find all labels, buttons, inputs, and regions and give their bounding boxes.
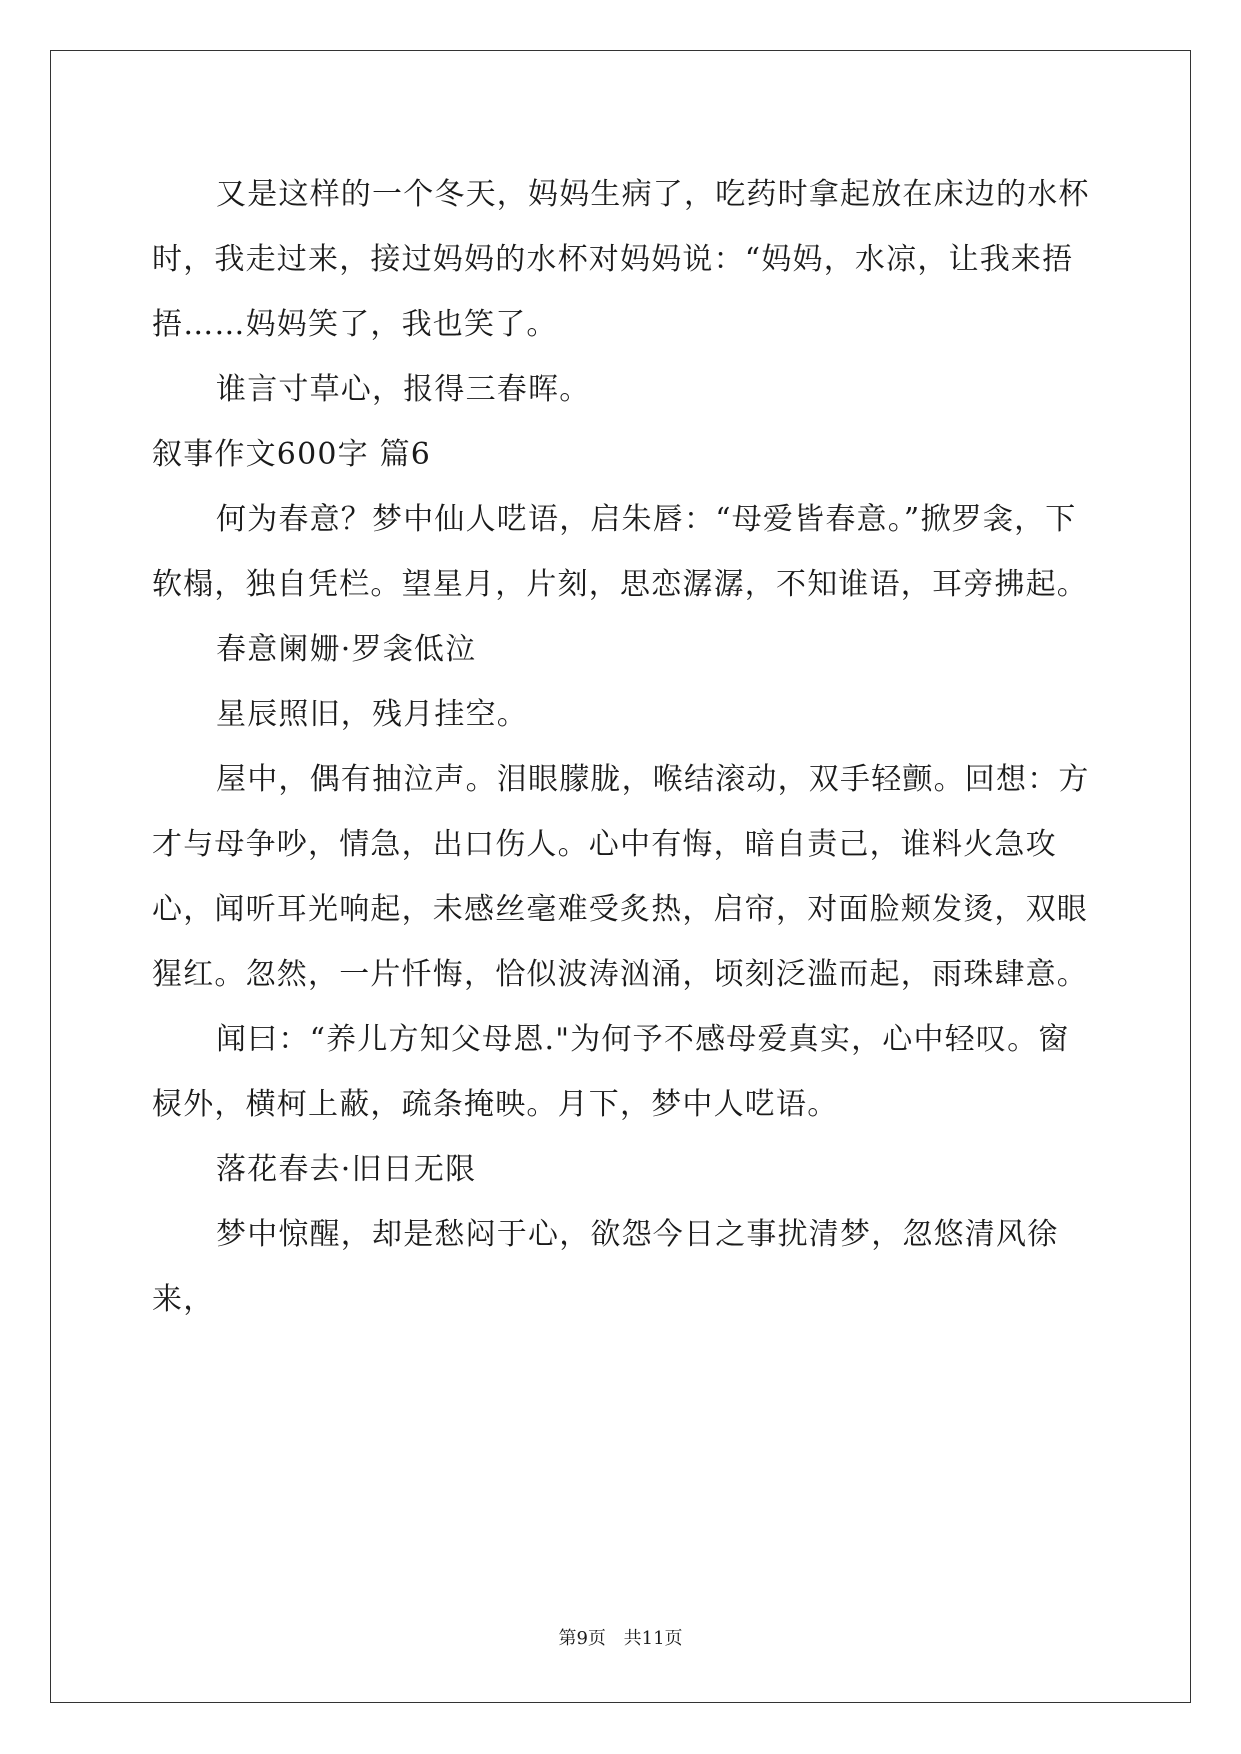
paragraph: 梦中惊醒，却是愁闷于心，欲怨今日之事扰清梦，忽悠清风徐来， [152,1217,1059,1317]
subheading: 落花春去·旧日无限 [216,1152,477,1187]
page-footer [0,1624,1241,1650]
document-body [152,162,1092,1332]
paragraph: 闻曰：“养儿方知父母恩."为何予不感母爱真实，心中轻叹。窗棂外，横柯上蔽，疏条掩映。月下，梦中人呓语。 [152,1022,1070,1122]
subheading: 春意阑姗·罗衾低泣 [216,632,477,667]
paragraph: 屋中，偶有抽泣声。泪眼朦胧，喉结滚动，双手轻颤。回想：方才与母争吵，情急，出口伤人。心中有悔，暗自责己，谁料火急攻心，闻听耳光响起，未感丝毫难受炙热，启帘，对面脸颊发烫，双眼猩红。忽然，一片忏悔，恰似波涛汹涌，顷刻泛滥而起，雨珠肆意。 [152,762,1090,992]
page-number: 第9页 [558,1628,606,1649]
page-total: 共11页 [623,1628,683,1649]
paragraph: 星辰照旧，残月挂空。 [216,697,528,732]
section-heading: 叙事作文600字 篇6 [152,437,432,472]
paragraph: 谁言寸草心，报得三春晖。 [216,372,591,407]
paragraph: 又是这样的一个冬天，妈妈生病了，吃药时拿起放在床边的水杯时，我走过来，接过妈妈的水杯对妈妈说：“妈妈，水凉，让我来捂捂……妈妈笑了，我也笑了。 [152,177,1090,342]
paragraph: 何为春意？梦中仙人呓语，启朱唇：“母爱皆春意。”掀罗衾，下软榻，独自凭栏。望星月，片刻，思恋潺潺，不知谁语，耳旁拂起。 [152,502,1088,602]
